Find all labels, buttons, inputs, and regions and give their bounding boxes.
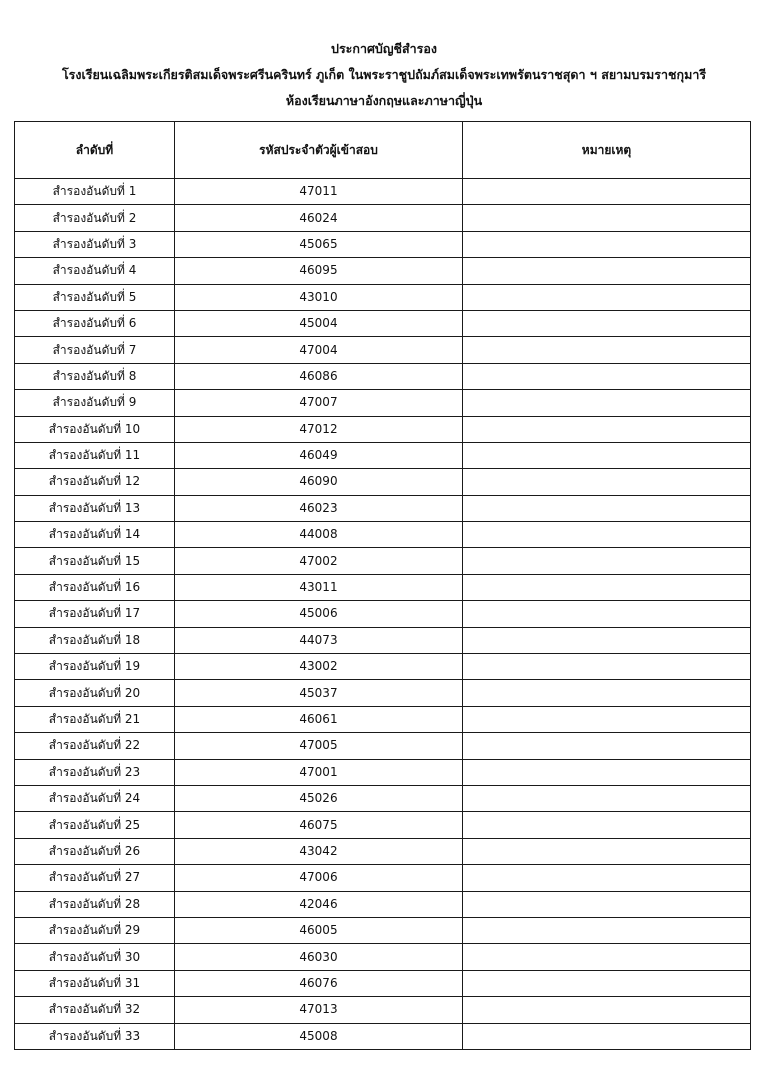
exam-code-cell: 46086 bbox=[175, 363, 463, 389]
exam-code-cell: 44008 bbox=[175, 522, 463, 548]
note-cell bbox=[463, 363, 751, 389]
rank-cell: สำรองอันดับที่ 31 bbox=[15, 970, 175, 996]
rank-cell: สำรองอันดับที่ 2 bbox=[15, 205, 175, 231]
table-row bbox=[15, 337, 751, 363]
note-cell bbox=[463, 258, 751, 284]
rank-cell: สำรองอันดับที่ 12 bbox=[15, 469, 175, 495]
table-row bbox=[15, 416, 751, 442]
rank-cell: สำรองอันดับที่ 27 bbox=[15, 865, 175, 891]
note-cell bbox=[463, 495, 751, 521]
exam-code-cell: 46023 bbox=[175, 495, 463, 521]
note-cell bbox=[463, 680, 751, 706]
table-row bbox=[15, 759, 751, 785]
table-row bbox=[15, 627, 751, 653]
exam-code-cell: 43011 bbox=[175, 574, 463, 600]
rank-cell: สำรองอันดับที่ 23 bbox=[15, 759, 175, 785]
note-cell bbox=[463, 205, 751, 231]
rank-cell: สำรองอันดับที่ 19 bbox=[15, 654, 175, 680]
exam-code-cell: 47013 bbox=[175, 997, 463, 1023]
exam-code-cell: 47004 bbox=[175, 337, 463, 363]
rank-cell: สำรองอันดับที่ 4 bbox=[15, 258, 175, 284]
table-row bbox=[15, 891, 751, 917]
rank-cell: สำรองอันดับที่ 18 bbox=[15, 627, 175, 653]
table-row bbox=[15, 205, 751, 231]
table-row bbox=[15, 548, 751, 574]
reserve-list-table bbox=[14, 121, 751, 1050]
exam-code-cell: 45037 bbox=[175, 680, 463, 706]
exam-code-cell: 46090 bbox=[175, 469, 463, 495]
exam-code-cell: 43010 bbox=[175, 284, 463, 310]
rank-cell: สำรองอันดับที่ 16 bbox=[15, 574, 175, 600]
note-cell bbox=[463, 944, 751, 970]
note-cell bbox=[463, 548, 751, 574]
table-row bbox=[15, 258, 751, 284]
table-row bbox=[15, 680, 751, 706]
exam-code-cell: 45026 bbox=[175, 785, 463, 811]
rank-cell: สำรองอันดับที่ 11 bbox=[15, 442, 175, 468]
table-row bbox=[15, 363, 751, 389]
exam-code-cell: 46061 bbox=[175, 706, 463, 732]
exam-code-cell: 46005 bbox=[175, 917, 463, 943]
table-row bbox=[15, 865, 751, 891]
rank-cell: สำรองอันดับที่ 24 bbox=[15, 785, 175, 811]
rank-cell: สำรองอันดับที่ 7 bbox=[15, 337, 175, 363]
rank-cell: สำรองอันดับที่ 5 bbox=[15, 284, 175, 310]
exam-code-cell: 47005 bbox=[175, 733, 463, 759]
note-cell bbox=[463, 917, 751, 943]
table-row bbox=[15, 970, 751, 996]
table-row bbox=[15, 1023, 751, 1049]
rank-cell: สำรองอันดับที่ 13 bbox=[15, 495, 175, 521]
note-cell bbox=[463, 601, 751, 627]
note-cell bbox=[463, 627, 751, 653]
table-row bbox=[15, 574, 751, 600]
rank-cell: สำรองอันดับที่ 21 bbox=[15, 706, 175, 732]
rank-cell: สำรองอันดับที่ 26 bbox=[15, 838, 175, 864]
table-row bbox=[15, 522, 751, 548]
rank-cell: สำรองอันดับที่ 33 bbox=[15, 1023, 175, 1049]
table-header-row bbox=[15, 122, 751, 179]
note-cell bbox=[463, 522, 751, 548]
note-cell bbox=[463, 442, 751, 468]
rank-cell: สำรองอันดับที่ 29 bbox=[15, 917, 175, 943]
rank-cell: สำรองอันดับที่ 15 bbox=[15, 548, 175, 574]
rank-cell: สำรองอันดับที่ 30 bbox=[15, 944, 175, 970]
rank-cell: สำรองอันดับที่ 22 bbox=[15, 733, 175, 759]
rank-cell: สำรองอันดับที่ 14 bbox=[15, 522, 175, 548]
note-cell bbox=[463, 997, 751, 1023]
note-cell bbox=[463, 759, 751, 785]
note-cell bbox=[463, 812, 751, 838]
note-cell bbox=[463, 970, 751, 996]
exam-code-cell: 45008 bbox=[175, 1023, 463, 1049]
table-row bbox=[15, 284, 751, 310]
table-row bbox=[15, 231, 751, 257]
exam-code-cell: 46049 bbox=[175, 442, 463, 468]
exam-code-cell: 43042 bbox=[175, 838, 463, 864]
exam-code-cell: 47002 bbox=[175, 548, 463, 574]
rank-cell: สำรองอันดับที่ 3 bbox=[15, 231, 175, 257]
table-row bbox=[15, 706, 751, 732]
exam-code-cell: 46024 bbox=[175, 205, 463, 231]
table-row bbox=[15, 785, 751, 811]
note-cell bbox=[463, 654, 751, 680]
exam-code-cell: 46030 bbox=[175, 944, 463, 970]
exam-code-cell: 45065 bbox=[175, 231, 463, 257]
table-row bbox=[15, 442, 751, 468]
table-row bbox=[15, 944, 751, 970]
table-row bbox=[15, 310, 751, 336]
note-cell bbox=[463, 865, 751, 891]
classroom-program: ห้องเรียนภาษาอังกฤษและภาษาญี่ปุ่น bbox=[285, 93, 483, 108]
note-cell bbox=[463, 416, 751, 442]
exam-code-cell: 44073 bbox=[175, 627, 463, 653]
table-row bbox=[15, 469, 751, 495]
table-row bbox=[15, 917, 751, 943]
note-cell bbox=[463, 706, 751, 732]
note-cell bbox=[463, 891, 751, 917]
note-cell bbox=[463, 284, 751, 310]
exam-code-cell: 47007 bbox=[175, 390, 463, 416]
rank-cell: สำรองอันดับที่ 6 bbox=[15, 310, 175, 336]
exam-code-cell: 46076 bbox=[175, 970, 463, 996]
exam-code-cell: 47011 bbox=[175, 179, 463, 205]
exam-code-cell: 45004 bbox=[175, 310, 463, 336]
note-cell bbox=[463, 1023, 751, 1049]
exam-code-cell: 42046 bbox=[175, 891, 463, 917]
rank-cell: สำรองอันดับที่ 32 bbox=[15, 997, 175, 1023]
column-header-note: หมายเหตุ bbox=[463, 122, 751, 179]
rank-cell: สำรองอันดับที่ 28 bbox=[15, 891, 175, 917]
announcement-title: ประกาศบัญชีสำรอง bbox=[331, 41, 437, 56]
rank-cell: สำรองอันดับที่ 8 bbox=[15, 363, 175, 389]
exam-code-cell: 47006 bbox=[175, 865, 463, 891]
exam-code-cell: 47012 bbox=[175, 416, 463, 442]
note-cell bbox=[463, 231, 751, 257]
exam-code-cell: 46095 bbox=[175, 258, 463, 284]
table-row bbox=[15, 838, 751, 864]
note-cell bbox=[463, 469, 751, 495]
rank-cell: สำรองอันดับที่ 25 bbox=[15, 812, 175, 838]
exam-code-cell: 45006 bbox=[175, 601, 463, 627]
table-row bbox=[15, 495, 751, 521]
rank-cell: สำรองอันดับที่ 20 bbox=[15, 680, 175, 706]
column-header-exam-code: รหัสประจำตัวผู้เข้าสอบ bbox=[175, 122, 463, 179]
exam-code-cell: 43002 bbox=[175, 654, 463, 680]
table-row bbox=[15, 179, 751, 205]
table-row bbox=[15, 390, 751, 416]
column-header-rank: ลำดับที่ bbox=[15, 122, 175, 179]
document-header bbox=[0, 36, 768, 114]
exam-code-cell: 46075 bbox=[175, 812, 463, 838]
note-cell bbox=[463, 310, 751, 336]
note-cell bbox=[463, 390, 751, 416]
rank-cell: สำรองอันดับที่ 1 bbox=[15, 179, 175, 205]
table-row bbox=[15, 654, 751, 680]
rank-cell: สำรองอันดับที่ 10 bbox=[15, 416, 175, 442]
table-row bbox=[15, 601, 751, 627]
note-cell bbox=[463, 785, 751, 811]
rank-cell: สำรองอันดับที่ 17 bbox=[15, 601, 175, 627]
table-row bbox=[15, 997, 751, 1023]
note-cell bbox=[463, 337, 751, 363]
exam-code-cell: 47001 bbox=[175, 759, 463, 785]
table-row bbox=[15, 733, 751, 759]
note-cell bbox=[463, 179, 751, 205]
note-cell bbox=[463, 574, 751, 600]
table-row bbox=[15, 812, 751, 838]
note-cell bbox=[463, 733, 751, 759]
school-name: โรงเรียนเฉลิมพระเกียรติสมเด็จพระศรีนครินทร์ ภูเก็ต ในพระราชูปถัมภ์สมเด็จพระเทพรัตนราชสุดา ฯ สยามบรมราชกุมารี bbox=[61, 67, 707, 82]
rank-cell: สำรองอันดับที่ 9 bbox=[15, 390, 175, 416]
note-cell bbox=[463, 838, 751, 864]
